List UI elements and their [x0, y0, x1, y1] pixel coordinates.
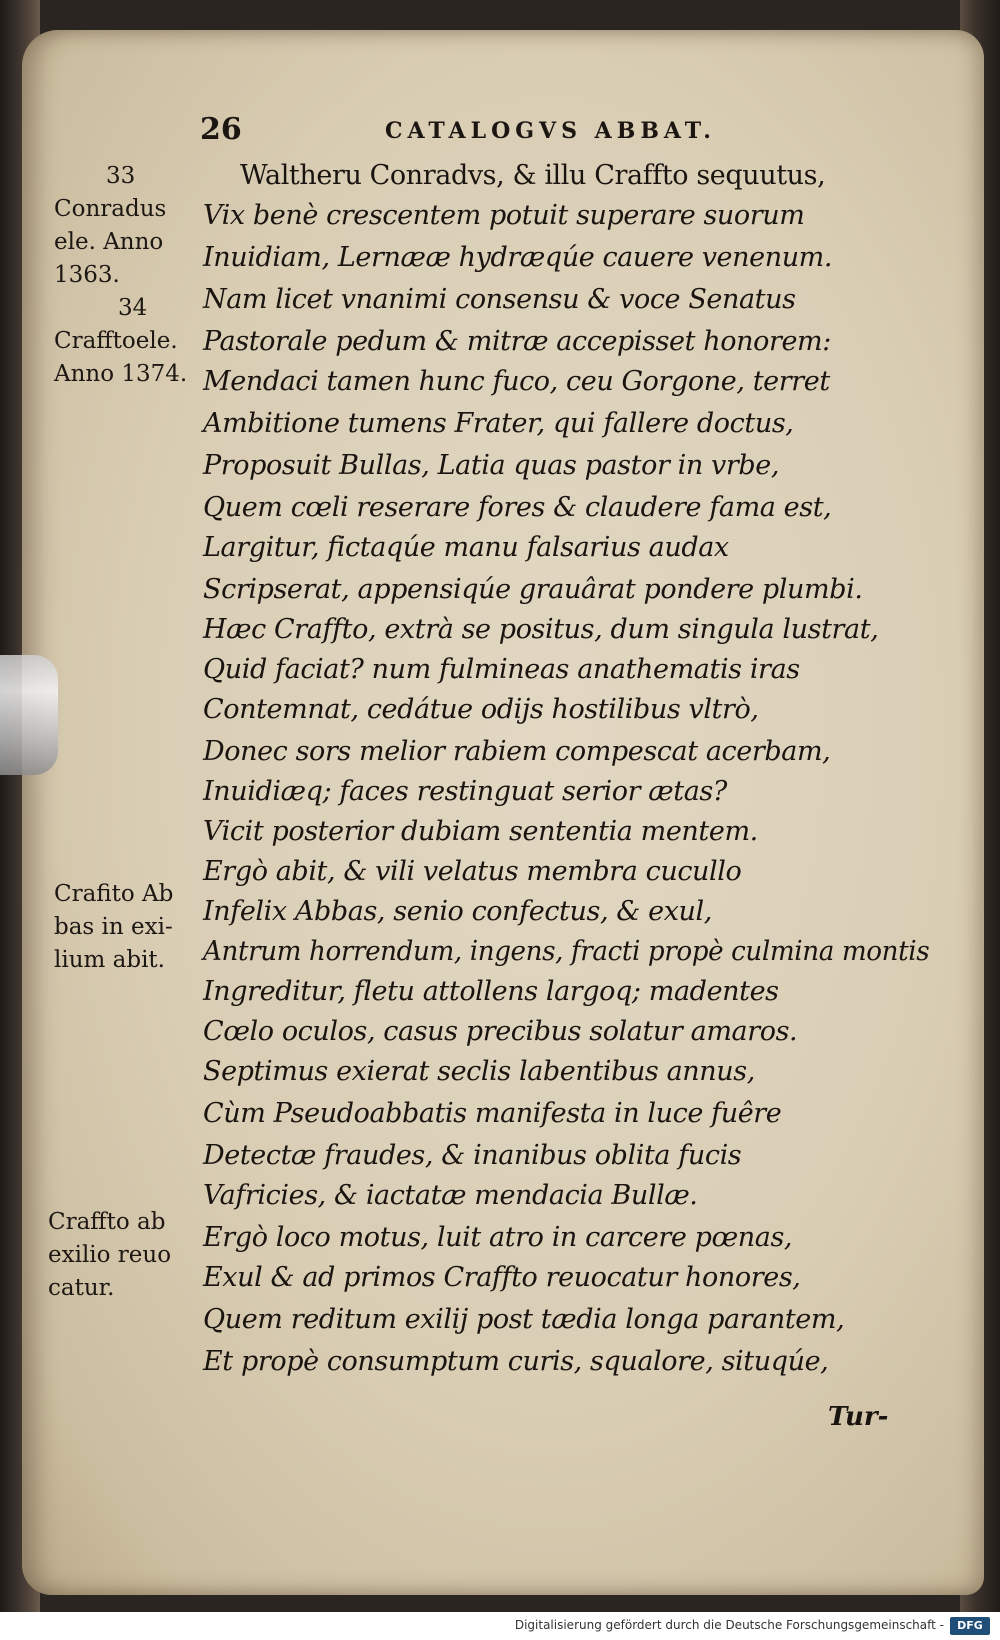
verse-line: Exul & ad primos Craffto reuocatur honores,: [203, 1262, 801, 1293]
verse-line: Antrum horrendum, ingens, fracti propè culmina montis: [203, 936, 930, 967]
page-header: [200, 112, 900, 152]
margin-note-line: 33: [106, 163, 136, 189]
margin-note-line: bas in exi-: [54, 914, 173, 940]
verse-line: Donec sors melior rabiem compescat acerbam,: [203, 736, 831, 767]
verse-line: Nam licet vnanimi consensu & voce Senatus: [203, 284, 796, 315]
verse-line: Cœlo oculos, casus precibus solatur amaros.: [203, 1016, 798, 1047]
margin-note-exile: [54, 878, 173, 977]
running-head: CATALOGVS ABBAT.: [385, 118, 716, 144]
margin-note-recall: [48, 1206, 171, 1305]
margin-note-line: ele. Anno: [54, 229, 164, 255]
margin-note-line: Craffto ab: [48, 1209, 166, 1235]
verse-line: Vicit posterior dubiam sententia mentem.: [203, 816, 758, 847]
verse-line: Septimus exierat seclis labentibus annus,: [203, 1056, 755, 1087]
margin-note-line: Anno 1374.: [54, 361, 188, 387]
margin-note-line: lium abit.: [54, 947, 165, 973]
verse-line: Inuidiam, Lernææ hydræqúe cauere venenum.: [203, 242, 833, 273]
verse-line: Quem reditum exilij post tædia longa parantem,: [203, 1304, 845, 1335]
verse-line: Quid faciat? num fulmineas anathematis iras: [203, 654, 800, 685]
verse-line: Scripserat, appensiqúe grauârat pondere plumbi.: [203, 574, 863, 605]
margin-note-line: 1363.: [54, 262, 120, 288]
page-number: 26: [200, 112, 242, 147]
margin-note-line: Conradus: [54, 196, 167, 222]
margin-note-line: Crafftoele.: [54, 328, 178, 354]
verse-line: Proposuit Bullas, Latia quas pastor in vrbe,: [203, 450, 780, 481]
margin-note-line: 34: [118, 295, 148, 321]
verse-line: Largitur, fictaqúe manu falsarius audax: [203, 532, 729, 563]
verse-line: Infelix Abbas, senio confectus, & exul,: [203, 896, 712, 927]
verse-line: Ergò abit, & vili velatus membra cucullo: [203, 856, 742, 887]
verse-line: Inuidiæq; faces restinguat serior ætas?: [203, 776, 727, 807]
verse-line: Mendaci tamen hunc fuco, ceu Gorgone, terret: [203, 366, 830, 397]
verse-line: Pastorale pedum & mitræ accepisset honorem:: [203, 326, 831, 357]
footer-credit: Digitalisierung gefördert durch die Deutsche Forschungsgemeinschaft -: [514, 1618, 944, 1632]
verse-line: Waltheru Conradvs, & illu Craffto sequutus,: [240, 160, 826, 191]
margin-note-craffto: [54, 292, 187, 391]
verse-line: Ambitione tumens Frater, qui fallere doctus,: [203, 408, 794, 439]
catchword: Tur-: [828, 1402, 889, 1432]
verse-line: Et propè consumptum curis, squalore, situqúe,: [203, 1346, 829, 1377]
margin-note-line: Crafito Ab: [54, 881, 174, 907]
verse-line: Cùm Pseudoabbatis manifesta in luce fuêre: [203, 1098, 782, 1129]
margin-note-line: catur.: [48, 1275, 115, 1301]
verse-line: Contemnat, cedátue odijs hostilibus vltrò,: [203, 694, 759, 725]
verse-line: Vix benè crescentem potuit superare suorum: [203, 200, 805, 231]
verse-line: Detectæ fraudes, & inanibus oblita fucis: [203, 1140, 742, 1171]
verse-line: Vafricies, & iactatæ mendacia Bullæ.: [203, 1180, 698, 1211]
verse-line: Quem cœli reserare fores & claudere fama est,: [203, 492, 832, 523]
verse-line: Hæc Craffto, extrà se positus, dum singula lustrat,: [203, 614, 879, 645]
verse-line: Ingreditur, fletu attollens largoq; madentes: [203, 976, 779, 1007]
margin-note-conradus: [54, 160, 166, 292]
margin-note-line: exilio reuo: [48, 1242, 172, 1268]
digitization-footer: [0, 1612, 1000, 1640]
dfg-logo[interactable]: DFG: [950, 1617, 990, 1635]
page-clip: [0, 655, 58, 775]
verse-line: Ergò loco motus, luit atro in carcere pœnas,: [203, 1222, 793, 1253]
